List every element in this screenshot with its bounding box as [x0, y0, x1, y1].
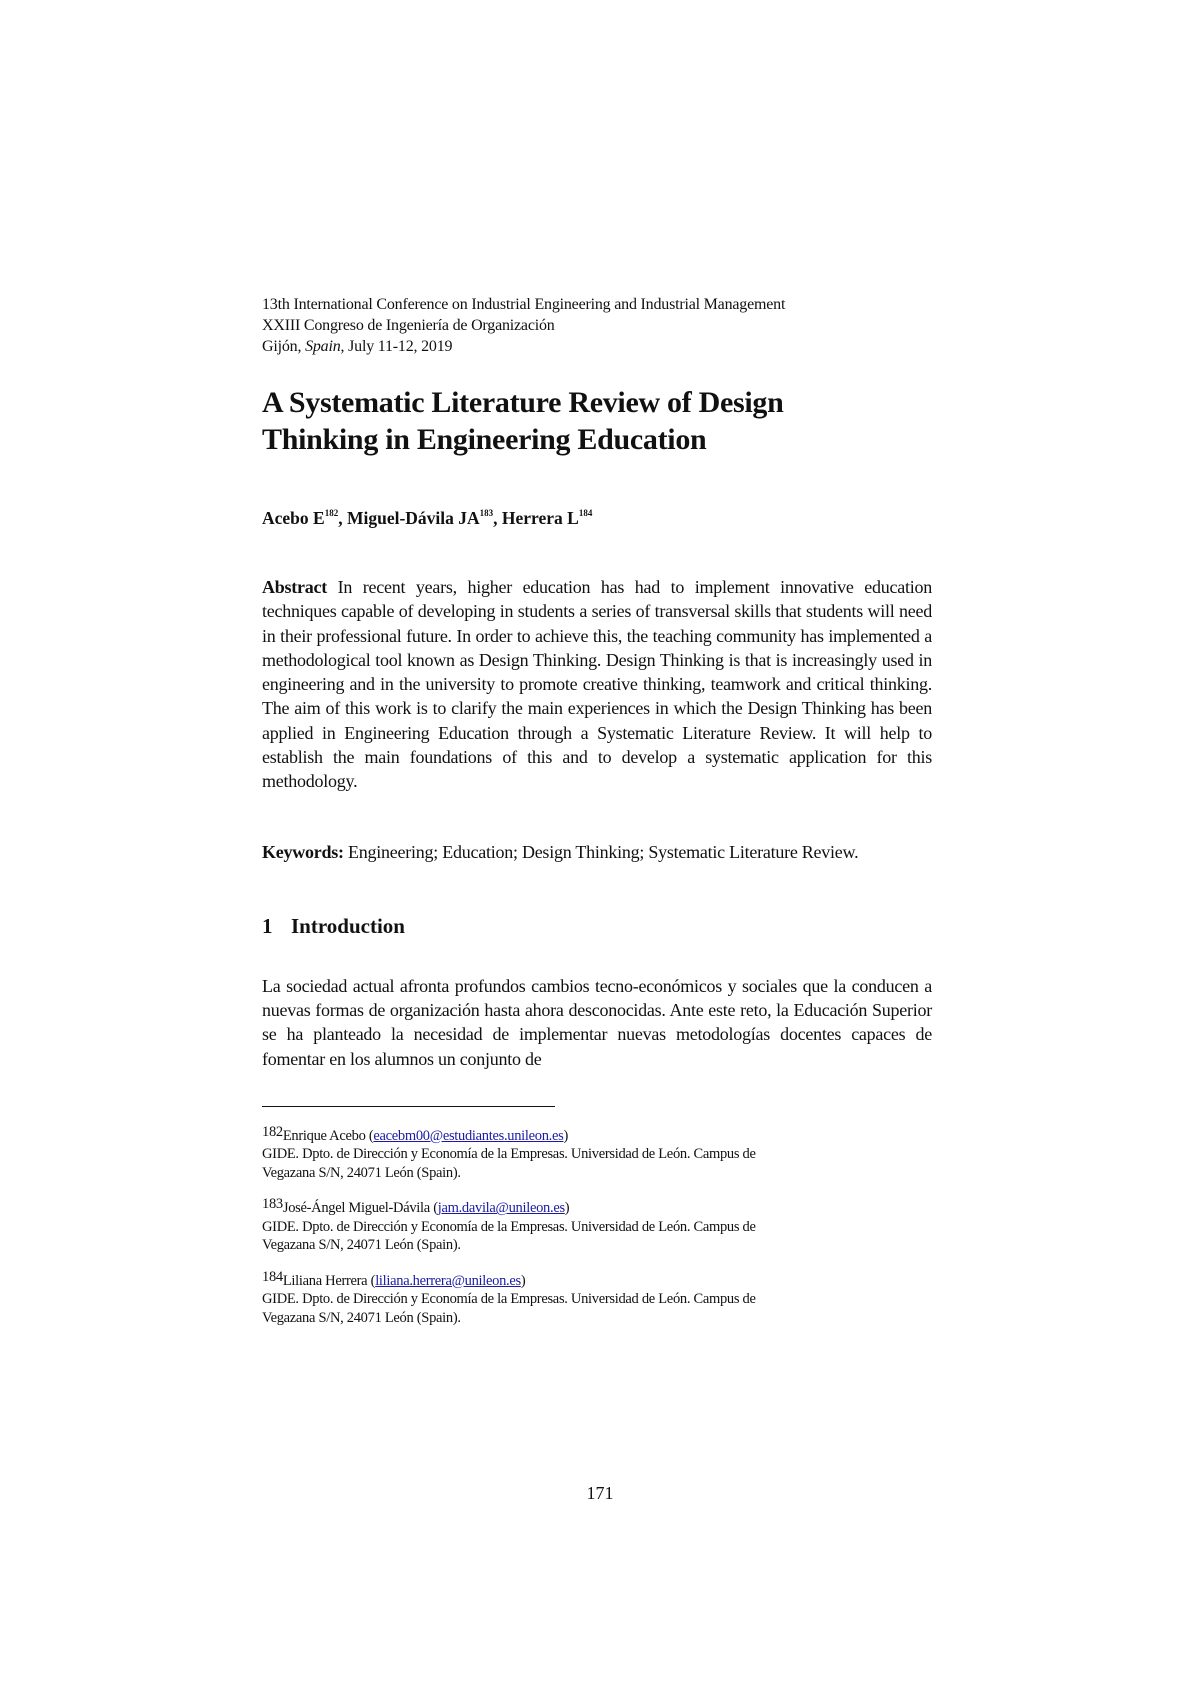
footnote-affiliation: GIDE. Dpto. de Dirección y Economía de la Empresas. Universidad de León. Campus de [262, 1291, 756, 1308]
footnote-affiliation: Vegazana S/N, 24071 León (Spain). [262, 1164, 461, 1181]
footnote [262, 1268, 932, 1328]
paper-page [262, 294, 932, 1344]
email-link[interactable]: jam.davila@unileon.es [437, 1200, 565, 1217]
section-number: 1 [262, 913, 273, 938]
keywords-label: Keywords: [262, 841, 344, 862]
footnote-author-line: 183José-Ángel Miguel-Dávila (jam.davila@unileon.es) [262, 1196, 570, 1217]
email-link[interactable]: eacebm00@estudiantes.unileon.es [373, 1127, 564, 1144]
abstract-label: Abstract [262, 577, 327, 597]
footnote-author-name: Enrique Acebo [282, 1127, 366, 1144]
congress-line: XXIII Congreso de Ingeniería de Organización [262, 317, 555, 334]
intro-paragraph: La sociedad actual afronta profundos cambios tecno-económicos y sociales que la conducen a nuevas formas de organización hasta ahora desconocidas. Ante este reto, la Educación Superior se ha planteado la necesidad de implementar nuevas metodologías docentes capaces de fomentar en los alumnos un conjunto de [262, 975, 932, 1069]
conference-date: July 11-12, 2019 [348, 338, 453, 355]
city: Gijón [262, 338, 298, 355]
author-list: Acebo $E^{182}$, Miguel-Dávila JA$^{183}$, Herrera $L^{184}$ [262, 508, 593, 528]
footnote-divider [262, 1106, 555, 1107]
author-name: Herrera L [501, 508, 579, 528]
footnote-affiliation: Vegazana S/N, 24071 León (Spain). [262, 1309, 461, 1326]
footnote [262, 1123, 932, 1183]
footnote-author-line: 182Enrique Acebo (eacebm00@estudiantes.unileon.es) [262, 1123, 568, 1144]
footnote-affiliation: Vegazana S/N, 24071 León (Spain). [262, 1237, 461, 1254]
page-number: 171 [586, 1483, 614, 1503]
conference-header [262, 294, 932, 357]
footnote [262, 1196, 932, 1255]
keywords [262, 840, 932, 864]
title-line-1: A Systematic Literature Review of Design [262, 386, 784, 419]
footnote-author-name: José-Ángel Miguel-Dávila [282, 1200, 430, 1217]
country: Spain [305, 338, 341, 355]
footnote-author-line: 184Liliana Herrera (liliana.herrera@unileon.es) [262, 1268, 526, 1289]
author-footnote-mark[interactable]: 184 [578, 508, 593, 518]
keywords-text: Engineering; Education; Design Thinking; Systematic Literature Review. [348, 841, 859, 862]
footnotes [262, 1123, 932, 1328]
footnote-mark: 183 [262, 1196, 283, 1213]
footnote-affiliation: GIDE. Dpto. de Dirección y Economía de la Empresas. Universidad de León. Campus de [262, 1146, 756, 1163]
location-date-line: Gijón, Spain, July 11-12, 2019 [262, 338, 453, 355]
footnote-author-name: Liliana Herrera [282, 1272, 368, 1289]
author-footnote-mark[interactable]: 183 [479, 508, 494, 518]
author-footnote-mark[interactable]: 182 [324, 508, 339, 518]
section-heading [262, 913, 932, 939]
footnote-affiliation: GIDE. Dpto. de Dirección y Economía de la Empresas. Universidad de León. Campus de [262, 1218, 756, 1235]
section-title: Introduction [291, 913, 405, 938]
footnote-mark: 182 [262, 1123, 283, 1140]
paper-title [262, 384, 932, 458]
author-name: Miguel-Dávila JA [346, 508, 480, 528]
title-line-2: Thinking in Engineering Education [262, 423, 707, 456]
author-name: Acebo E [262, 508, 325, 528]
abstract-text: In recent years, higher education has had to implement innovative education techniques capable of developing in students a series of transversal skills that students will need in their professional future. In order to achieve this, the teaching community has implemented a methodological tool known as Design Thinking. Design Thinking is that is increasingly used in engineering and in the university to promote creative thinking, teamwork and critical thinking. The aim of this work is to clarify the main experiences in which the Design Thinking has been applied in Engineering Education through a Systematic Literature Review. It will help to establish the main foundations of this and to develop a systematic application for this methodology. [262, 577, 933, 792]
email-link[interactable]: liliana.herrera@unileon.es [375, 1272, 521, 1289]
abstract [262, 575, 932, 794]
conference-line: 13th International Conference on Industrial Engineering and Industrial Management [262, 296, 786, 313]
footnote-mark: 184 [262, 1268, 283, 1285]
